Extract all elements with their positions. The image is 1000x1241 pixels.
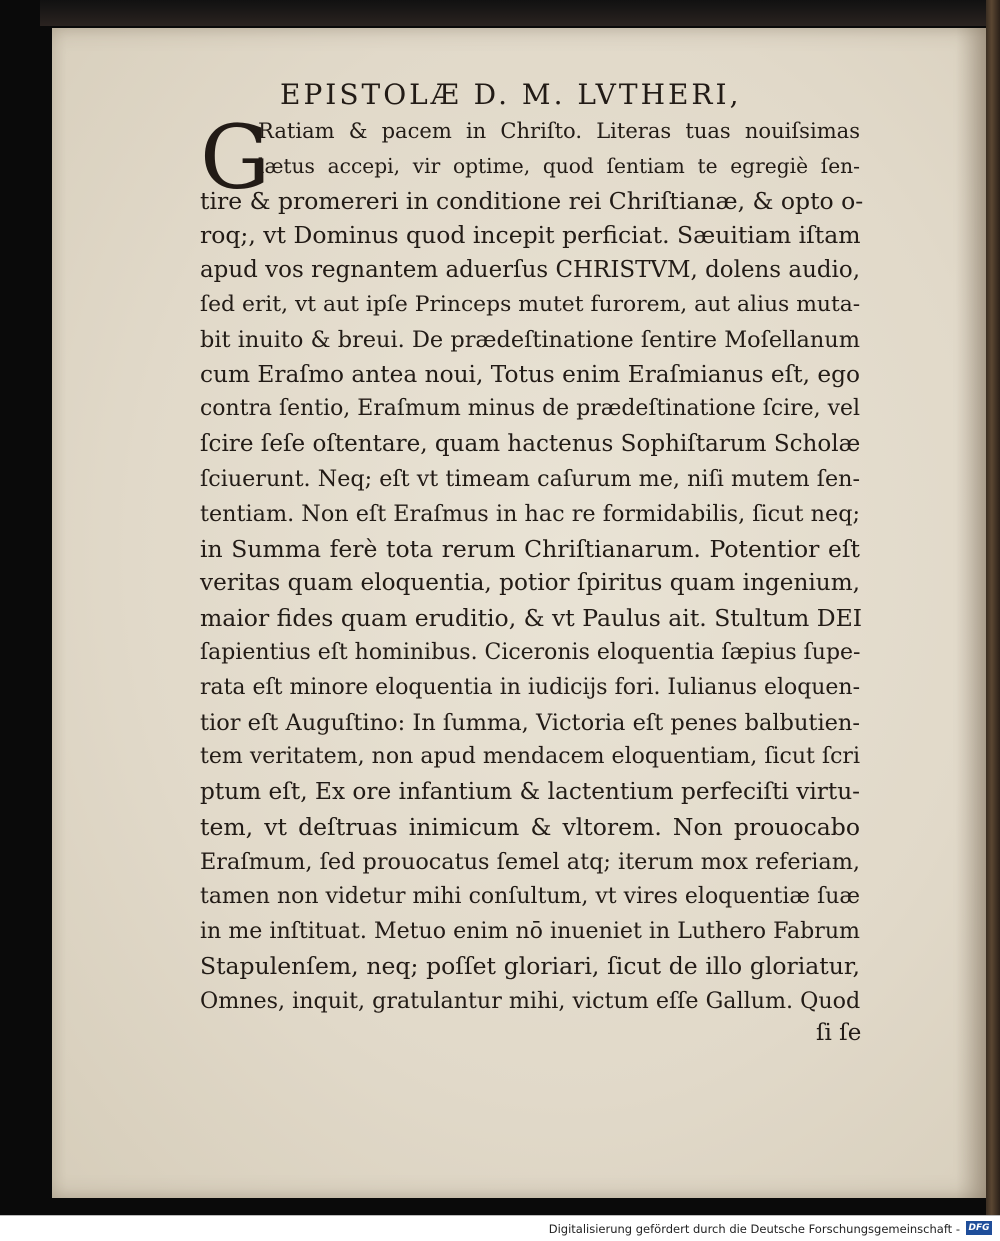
gutter-shadow: [956, 28, 986, 1198]
text-line: in me inſtituat. Metuo enim nō inueniet in Luthero Fabrum: [200, 918, 860, 945]
running-head: EPISTOLÆ D. M. LVTHERI,: [280, 78, 742, 111]
text-line: tem veritatem, non apud mendacem eloquentiam, ſicut ſcri: [200, 744, 860, 770]
text-line: ſed erit, vt aut ipſe Princeps mutet furorem, aut alius muta-: [200, 291, 861, 317]
text-line: tem, vt deſtruas inimicum & vltorem. Non prouocabo: [200, 812, 860, 841]
catchword: ſi ſe: [816, 1020, 862, 1046]
text-line: veritas quam eloquentia, potior ſpiritus quam ingenium,: [200, 570, 860, 597]
body-text: [200, 106, 864, 1019]
drop-cap: G: [200, 106, 271, 209]
text-line: rata eſt minore eloquentia in iudicijs fori. Iulianus eloquen-: [200, 674, 860, 700]
text-line: ſcire ſeſe oſtentare, quam hactenus Sophiſtarum Scholæ: [200, 431, 861, 458]
text-line: contra ſentio, Eraſmum minus de prædeſtinatione ſcire, vel: [200, 396, 860, 422]
text-line: Ratiam & pacem in Chriſto. Literas tuas nouiſsimas: [258, 118, 860, 143]
text-line: Stapulenſem, neq; poſſet gloriari, ſicut de illo gloriatur,: [200, 952, 860, 981]
text-line: maior fides quam eruditio, & vt Paulus ait. Stultum DEI: [200, 604, 863, 633]
text-line: in Summa ferè tota rerum Chriſtianarum. Potentior eſt: [200, 534, 860, 563]
text-line: roq;, vt Dominus quod incepit perficiat. Sæuitiam iſtam: [200, 221, 861, 250]
text-line: bit inuito & breui. De prædeſtinatione ſentire Moſellanum: [200, 326, 860, 353]
text-line: lætus accepi, vir optime, quod ſentiam te egregiè ſen-: [258, 153, 860, 178]
dfg-logo: DFG: [966, 1221, 992, 1235]
text-line: Omnes, inquit, gratulantur mihi, victum eſſe Gallum. Quod: [200, 987, 861, 1014]
book-right-edge: [986, 0, 1000, 1215]
footer-bar: [0, 1215, 1000, 1241]
text-line: ſciuerunt. Neq; eſt vt timeam caſurum me, niſi mutem ſen-: [200, 465, 860, 492]
text-line: ſapientius eſt hominibus. Ciceronis eloquentia ſæpius ſupe-: [200, 639, 861, 665]
book-top-edge: [40, 0, 1000, 26]
text-line: tamen non videtur mihi conſultum, vt vires eloquentiæ ſuæ: [200, 883, 860, 909]
text-line: Eraſmum, ſed prouocatus ſemel atq; iterum mox referiam,: [200, 848, 860, 875]
footer-credit: Digitalisierung gefördert durch die Deutsche Forschungsgemeinschaft -: [548, 1222, 960, 1236]
text-line: cum Eraſmo antea noui, Totus enim Eraſmianus eſt, ego: [200, 360, 861, 388]
text-line: apud vos regnantem aduerſus CHRISTVM, dolens audio,: [200, 257, 860, 284]
text-line: ptum eſt, Ex ore infantium & lactentium perfeciſti virtu-: [200, 778, 860, 806]
text-line: tire & promereri in conditione rei Chriſtianæ, & opto o-: [200, 186, 864, 215]
text-line: tentiam. Non eſt Eraſmus in hac re formidabilis, ſicut neq;: [200, 500, 860, 527]
text-line: tior eſt Auguſtino: In ſumma, Victoria eſt penes balbutien-: [200, 709, 860, 736]
